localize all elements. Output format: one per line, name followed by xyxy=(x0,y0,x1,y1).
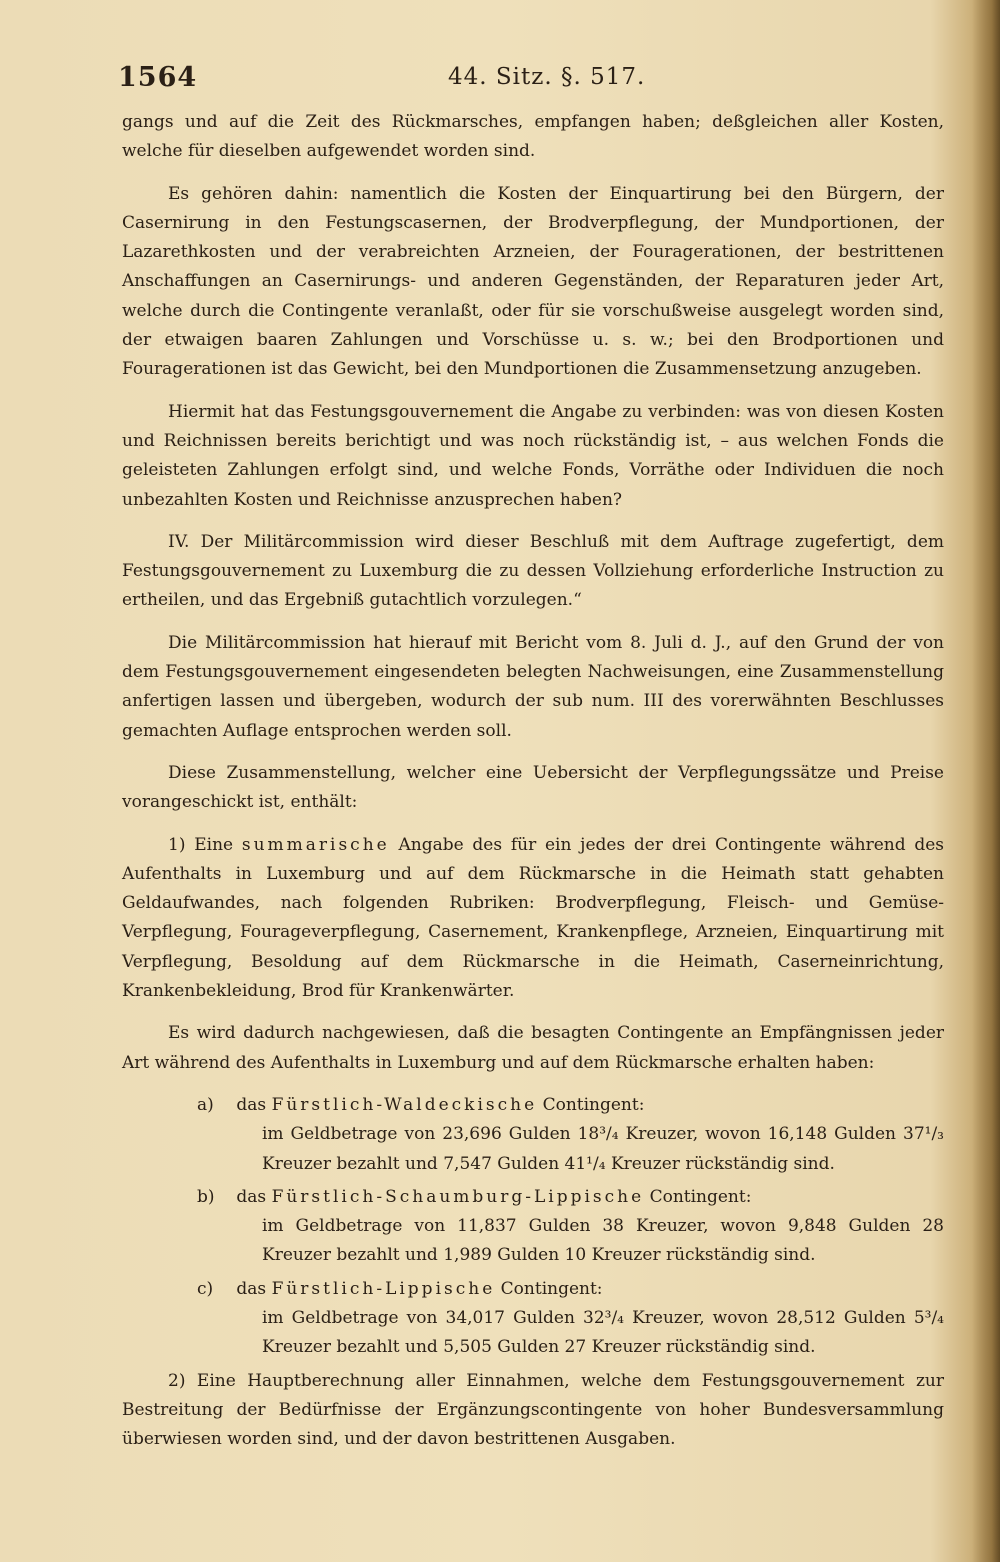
item-text: Angabe des für ein jedes der drei Contingente während des Aufenthalts in Luxemburg und auf dem Rückmarsche in die Heimath statt gehabten Geldaufwandes, nach folgenden Rubriken: Brodverpflegung, Fleisch- und Gemüse-Verpflegung, Fourageverpflegung, Casernement, Krankenpflege, Arzneien, Einquartirung mit Verpflegung, Besoldung auf dem Rückmarsche in die Heimath, Caserneinrichtung, Krankenbekleidung, Brod für Krankenwärter. xyxy=(122,834,945,1002)
paragraph-7 xyxy=(122,831,944,1007)
running-head: 44. Sitz. §. 517. xyxy=(448,64,646,90)
body-text xyxy=(122,108,944,1467)
paragraph-1: gangs und auf die Zeit des Rückmarsches, empfangen haben; deßgleichen aller Kosten, welche für dieselben aufgewendet worden sind. xyxy=(122,112,944,162)
list-suffix: Contingent: xyxy=(500,1278,603,1299)
contingent-name: Fürstlich-Lippische xyxy=(271,1278,496,1299)
contingent-detail: im Geldbetrage von 34,017 Gulden 32³/₄ Kreuzer, wovon 28,512 Gulden 5³/₄ Kreuzer bezahlt und 5,505 Gulden 27 Kreuzer rückständig sind. xyxy=(262,1307,944,1358)
list-prefix: das xyxy=(236,1186,267,1207)
paragraph-6: Diese Zusammenstellung, welcher eine Uebersicht der Verpflegungssätze und Preise vorangeschickt ist, enthält: xyxy=(122,762,944,813)
contingent-item-b xyxy=(122,1183,944,1271)
contingent-item-a xyxy=(122,1091,944,1179)
page-number: 1564 xyxy=(118,62,198,93)
list-prefix: das xyxy=(236,1094,267,1115)
contingent-detail: im Geldbetrage von 23,696 Gulden 18³/₄ Kreuzer, wovon 16,148 Gulden 37¹/₃ Kreuzer bezahlt und 7,547 Gulden 41¹/₄ Kreuzer rückständig sind. xyxy=(262,1124,944,1174)
paragraph-2: Es gehören dahin: namentlich die Kosten der Einquartirung bei den Bürgern, der Casernirung in den Festungscasernen, der Brodverpflegung, der Mundportionen, der Lazarethkosten und der verabreichten Arzneien, der Fouragerationen, der bestrittenen Anschaffungen an Casernirungs- und anderen Gegenständen, der Reparaturen jeder Art, welche durch die Contingente veranlaßt, oder für sie vorschußweise ausgelegt worden sind, der etwaigen baaren Zahlungen und Vorschüsse u. s. w.; bei den Brodportionen und Fouragerationen ist das Gewicht, bei den Mundportionen die Zusammensetzung anzugeben. xyxy=(122,183,944,380)
list-suffix: Contingent: xyxy=(542,1094,645,1115)
list-suffix: Contingent: xyxy=(649,1186,752,1207)
item-number: 1) xyxy=(168,834,186,855)
contingent-name: Fürstlich-Schaumburg-Lippische xyxy=(271,1186,645,1207)
item-lead-word: Eine xyxy=(194,834,234,855)
paragraph-10: 2) Eine Hauptberechnung aller Einnahmen, welche dem Festungsgouvernement zur Bestreitung der Bedürfnisse der Ergänzungscontingente von hoher Bundesversammlung überwiesen worden sind, und der davon bestrittenen Ausgaben. xyxy=(122,1370,944,1450)
emphasized-word: summarische xyxy=(241,834,390,855)
list-prefix: das xyxy=(236,1278,267,1299)
paragraph-3: Hiermit hat das Festungsgouvernement die Angabe zu verbinden: was von diesen Kosten und Reichnissen bereits berichtigt und was noch rückständig ist, – aus welchen Fonds die geleisteten Zahlungen erfolgt sind, und welche Fonds, Vorräthe oder Individuen die noch unbezahlten Kosten und Reichnisse anzusprechen haben? xyxy=(122,401,944,510)
page-spine-shadow xyxy=(972,0,1000,1562)
list-label: c) xyxy=(197,1278,214,1299)
paragraph-4: IV. Der Militärcommission wird dieser Beschluß mit dem Auftrage zugefertigt, dem Festungsgouvernement zu Luxemburg die zu dessen Vollziehung erforderliche Instruction zu ertheilen, und das Ergebniß gutachtlich vorzulegen.“ xyxy=(122,531,944,611)
contingent-detail: im Geldbetrage von 11,837 Gulden 38 Kreuzer, wovon 9,848 Gulden 28 Kreuzer bezahlt und 1,989 Gulden 10 Kreuzer rückständig sind. xyxy=(262,1216,944,1266)
contingent-item-c xyxy=(122,1275,944,1363)
paragraph-8: Es wird dadurch nachgewiesen, daß die besagten Contingente an Empfängnissen jeder Art während des Aufenthalts in Luxemburg und auf dem Rückmarsche erhalten haben: xyxy=(122,1023,944,1073)
list-label: a) xyxy=(197,1094,214,1115)
list-label: b) xyxy=(197,1186,215,1207)
page-header xyxy=(118,62,944,98)
paragraph-5: Die Militärcommission hat hierauf mit Bericht vom 8. Juli d. J., auf den Grund der von dem Festungsgouvernement eingesendeten belegten Nachweisungen, eine Zusammenstellung anfertigen lassen und übergeben, wodurch der sub num. III des vorerwähnten Beschlusses gemachten Auflage entsprochen werden soll. xyxy=(122,632,944,741)
contingent-name: Fürstlich-Waldeckische xyxy=(271,1094,538,1115)
